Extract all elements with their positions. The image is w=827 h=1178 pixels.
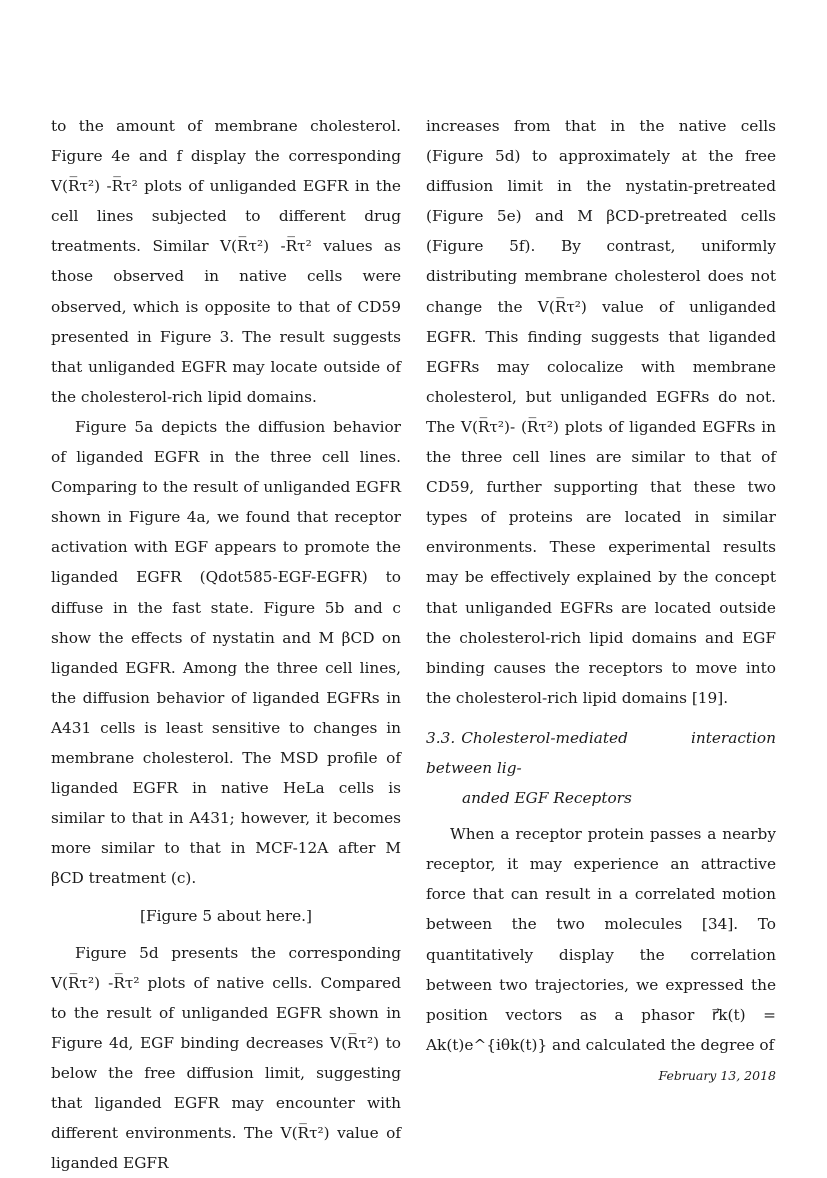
left-paragraph-3: Figure 5d presents the corresponding V(R̅τ²) -R̅τ² plots of native cells. Compared to the result of unliganded EGFR shown in Figure 4d, EGF binding decreases V(R̅τ²) to below the free diffusion limit, suggesting that liganded EGFR may encounter with different environments. The V(R̅τ²) value of liganded EGFR: [51, 943, 401, 1173]
figure-placeholder: [Figure 5 about here.]: [139, 907, 313, 926]
right-column: [426, 111, 776, 1060]
page-footer-date: February 13, 2018: [658, 1068, 776, 1083]
section-number: 3.3.: [426, 728, 456, 747]
left-column: [51, 111, 401, 1178]
right-paragraph-2: When a receptor protein passes a nearby receptor, it may experience an attractive force that can result in a correlated motion between the two molecules [34]. To quantitatively display the correlation between two trajectories, we expressed the position vectors as a phasor r⃗k(t) = Ak(t)e^{iθk(t)} and calculated the degree of: [426, 825, 776, 1054]
left-paragraph-2: Figure 5a depicts the diffusion behavior of liganded EGFR in the three cell lines. Comparing to the result of unliganded EGFR shown in Figure 4a, we found that receptor activation with EGF appears to promote the liganded EGFR (Qdot585-EGF-EGFR) to diffuse in the fast state. Figure 5b and c show the effects of nystatin and M βCD on liganded EGFR. Among the three cell lines, the diffusion behavior of liganded EGFRs in A431 cells is least sensitive to changes in membrane cholesterol. The MSD profile of liganded EGFR in native HeLa cells is similar to that in A431; however, it becomes more similar to that in MCF-12A after M βCD treatment (c).: [51, 417, 401, 888]
section-heading: [426, 723, 776, 813]
section-title-line-2: anded EGF Receptors: [462, 789, 632, 808]
section-title-line-1: Cholesterol-mediated interaction between lig-: [426, 728, 776, 777]
left-paragraph-1: to the amount of membrane cholesterol. Figure 4e and f display the corresponding V(R̅τ²) -R̅τ² plots of unliganded EGFR in the cell lines subjected to different drug treatments. Similar V(R̅τ²) -R̅τ² values as those observed in native cells were observed, which is opposite to that of CD59 presented in Figure 3. The result suggests that unliganded EGFR may locate outside of the cholesterol-rich lipid domains.: [51, 117, 401, 406]
right-paragraph-1: increases from that in the native cells (Figure 5d) to approximately at the free diffusion limit in the nystatin-pretreated (Figure 5e) and M βCD-pretreated cells (Figure 5f). By contrast, uniformly distributing membrane cholesterol does not change the V(R̅τ²) value of unliganded EGFR. This finding suggests that liganded EGFRs may colocalize with membrane cholesterol, but unliganded EGFRs do not. The V(R̅τ²)- (R̅τ²) plots of liganded EGFRs in the three cell lines are similar to that of CD59, further supporting that these two types of proteins are located in similar environments. These experimental results may be effectively explained by the concept that unliganded EGFRs are located outside the cholesterol-rich lipid domains and EGF binding causes the receptors to move into the cholesterol-rich lipid domains [19].: [426, 117, 776, 707]
